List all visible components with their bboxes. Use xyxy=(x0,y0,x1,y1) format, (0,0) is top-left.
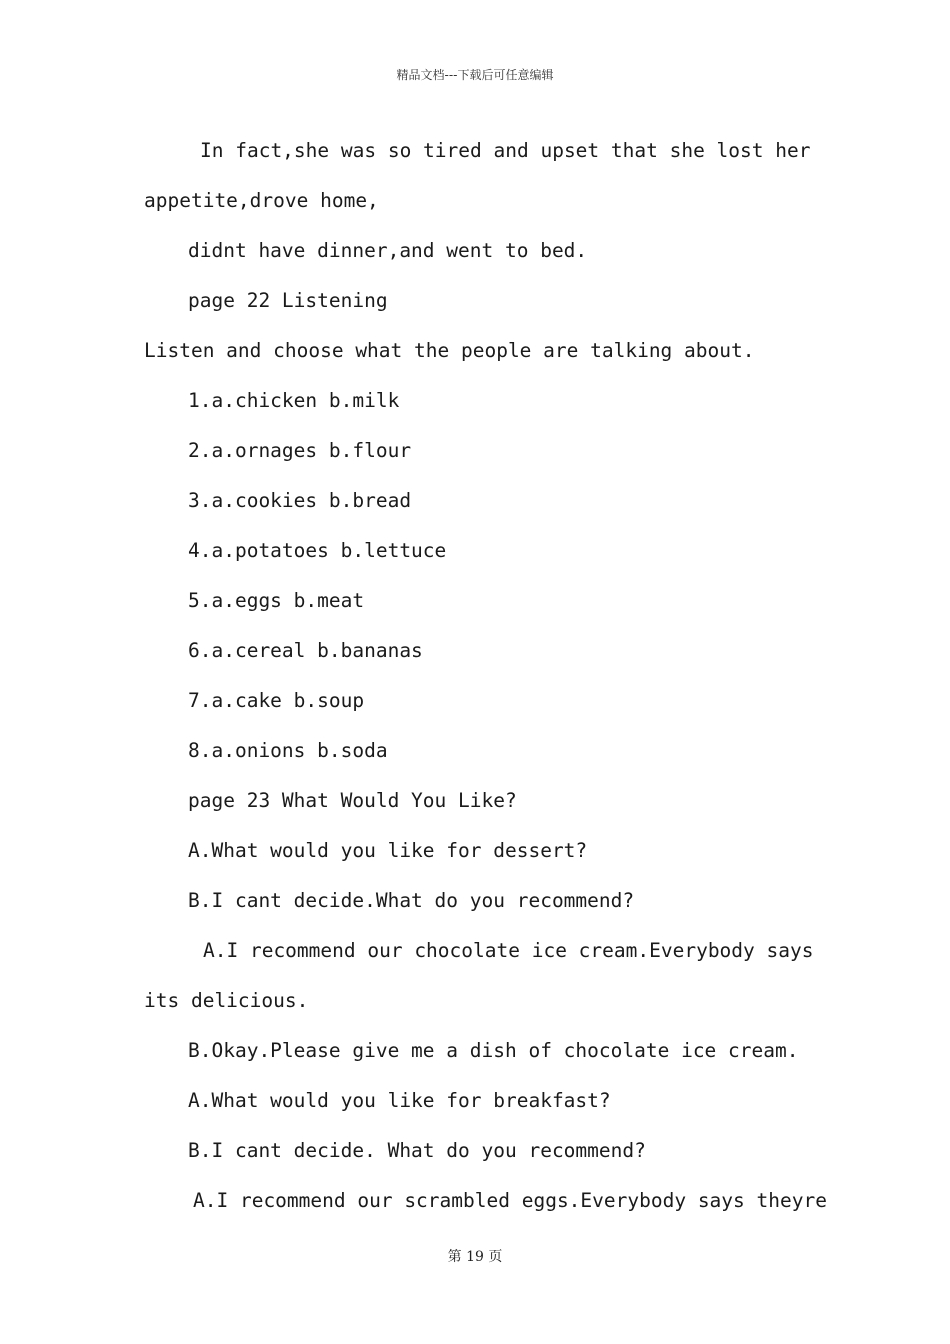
paragraph-line: In fact,she was so tired and upset that she lost her xyxy=(200,139,811,162)
list-item: 4.a.potatoes b.lettuce xyxy=(188,539,447,562)
section-heading: page 22 Listening xyxy=(188,289,388,312)
list-item: 3.a.cookies b.bread xyxy=(188,489,412,512)
list-item: 2.a.ornages b.flour xyxy=(188,439,412,462)
list-item: 7.a.cake b.soup xyxy=(188,689,365,712)
list-item: 5.a.eggs b.meat xyxy=(188,589,365,612)
dialogue-line: A.What would you like for dessert? xyxy=(188,839,588,862)
paragraph-line: didnt have dinner,and went to bed. xyxy=(188,239,588,262)
list-item: 1.a.chicken b.milk xyxy=(188,389,400,412)
section-heading: page 23 What Would You Like? xyxy=(188,789,517,812)
list-item: 8.a.onions b.soda xyxy=(188,739,388,762)
dialogue-line: B.I cant decide.What do you recommend? xyxy=(188,889,635,912)
dialogue-line: B.I cant decide. What do you recommend? xyxy=(188,1139,646,1162)
dialogue-line: A.I recommend our chocolate ice cream.Everybody says xyxy=(203,939,814,962)
list-item: 6.a.cereal b.bananas xyxy=(188,639,423,662)
dialogue-line: its delicious. xyxy=(144,989,309,1012)
instruction-line: Listen and choose what the people are talking about. xyxy=(144,339,755,362)
dialogue-line: A.I recommend our scrambled eggs.Everybody says theyre xyxy=(193,1189,827,1212)
paragraph-line: appetite,drove home, xyxy=(144,189,379,212)
dialogue-line: B.Okay.Please give me a dish of chocolate ice cream. xyxy=(188,1039,799,1062)
dialogue-line: A.What would you like for breakfast? xyxy=(188,1089,611,1112)
page-number: 第 19 页 xyxy=(447,1249,503,1265)
page-header: 精品文档---下载后可任意编辑 xyxy=(396,68,554,82)
